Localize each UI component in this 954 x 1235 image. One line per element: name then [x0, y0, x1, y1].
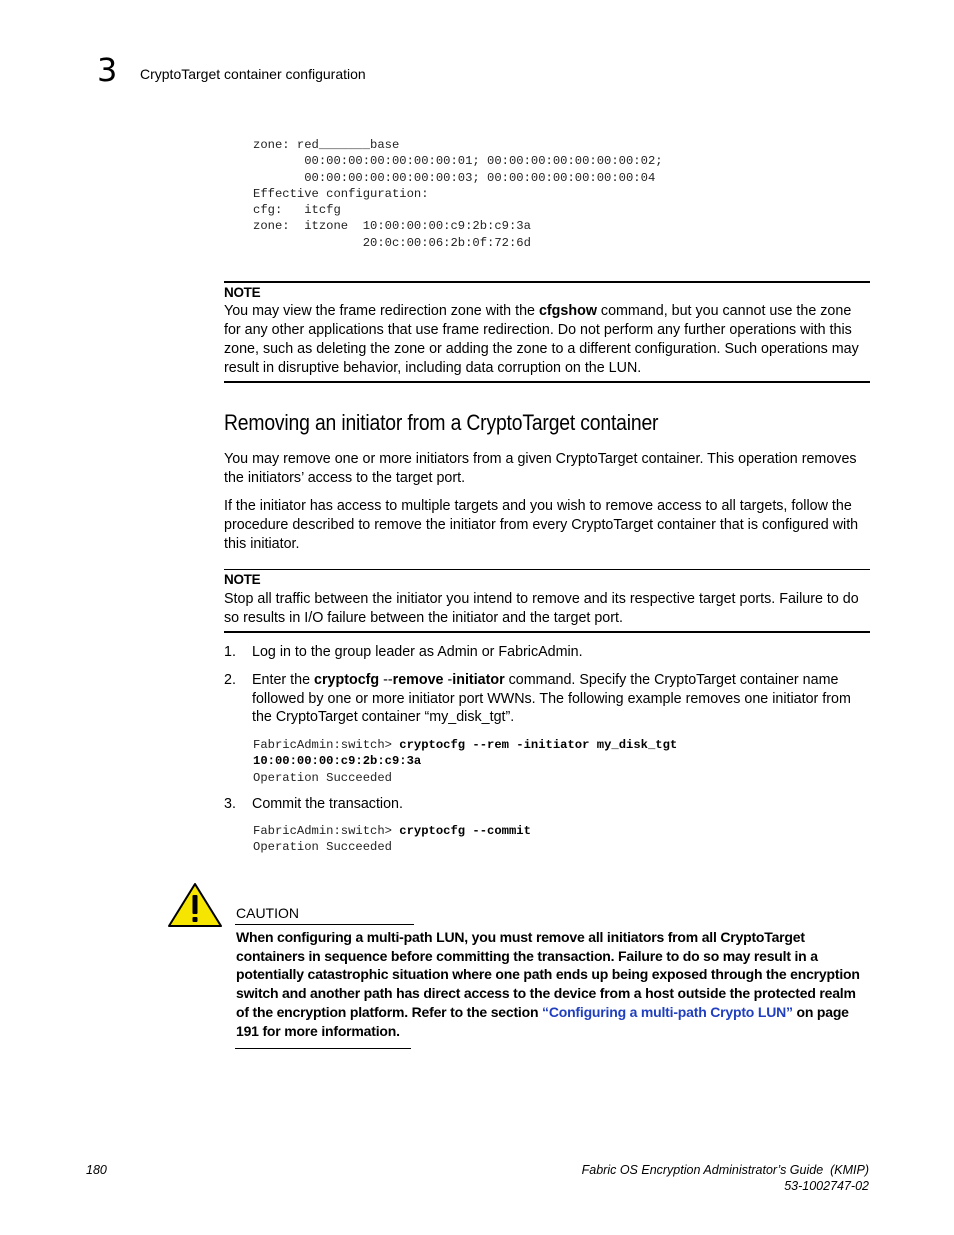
caution-bottom-rule [235, 1048, 411, 1049]
note-1-text-after: command, but you cannot use the zone for any other applications that use frame redirection. Do not perform any further operations with this zone, such as deleting the zone or adding the zone to a different configuration. Such operations may result in disruptive behavior, including data corruption on the LUN. [224, 303, 859, 376]
zone-code-block [253, 137, 663, 251]
step-3-number: 3. [224, 796, 236, 812]
code-line: cfg: itcfg [253, 203, 341, 218]
step-2-option-2-prefix: - [443, 672, 453, 688]
step-3-code-block [253, 823, 531, 856]
caution-text-body: When configuring a multi-path LUN, you must remove all initiators from all CryptoTarget containers in sequence before committing the transaction. Failure to do so may result in a potentially catastrophic situation where one path ends up being exposed through the encryption switch and another path has direct access to the device from a host outside the protected realm of the encryption platform. Refer to the section [236, 929, 860, 1020]
step-2-option-1-prefix: -- [379, 672, 393, 688]
step-2-text [252, 671, 872, 727]
section-paragraph-2: If the initiator has access to multiple targets and you wish to remove access to all targets, follow the procedure described to remove the initiator from every CryptoTarget container that is configured with this initiator. [224, 498, 859, 552]
note-2-text: Stop all traffic between the initiator you intend to remove and its respective target ports. Failure to do so results in I/O failure between the initiator and the target port. [224, 591, 859, 626]
note-1-label: NOTE [224, 285, 261, 300]
note-1-text [224, 302, 870, 378]
chapter-title: CryptoTarget container configuration [140, 66, 366, 82]
step-2-text-tail: command. Specify the CryptoTarget container name followed by one or more initiator port WWNs. The following example removes one initiator from the CryptoTarget container “my_disk_tgt”. [252, 672, 851, 726]
code-line: zone: red_______base [253, 138, 400, 152]
step-2-code-command-2: 10:00:00:00:c9:2b:c9:3a [253, 754, 422, 769]
caution-label-rule [235, 924, 414, 925]
code-line: zone: itzone 10:00:00:00:c9:2b:c9:3a [253, 219, 531, 234]
step-2-text-lead: Enter the [252, 672, 314, 688]
note-1-text-before: You may view the frame redirection zone with the [224, 303, 539, 319]
step-2-code-block [253, 737, 677, 786]
note-2-bottom-rule [224, 631, 870, 633]
caution-label: CAUTION [236, 905, 299, 921]
step-2-command: cryptocfg [314, 672, 380, 688]
step-1-number: 1. [224, 644, 236, 660]
code-line: Effective configuration: [253, 186, 429, 201]
caution-warning-icon [167, 882, 223, 928]
code-line: 00:00:00:00:00:00:00:01; 00:00:00:00:00:00:00:02; [253, 154, 663, 169]
step-2-code-result: Operation Succeeded [253, 770, 392, 785]
step-2-code-command-1: cryptocfg --rem -initiator my_disk_tgt [399, 738, 678, 752]
footer-page-number: 180 [86, 1163, 107, 1177]
step-2-option-remove: remove [392, 672, 444, 688]
step-3-code-result: Operation Succeeded [253, 840, 392, 855]
step-3-code-command: cryptocfg --commit [399, 824, 531, 838]
step-3-code-prompt: FabricAdmin:switch> [253, 824, 400, 838]
note-2-top-rule [224, 569, 870, 570]
footer-doc-title: Fabric OS Encryption Administrator’s Guide (KMIP) [581, 1163, 869, 1177]
step-3-text: Commit the transaction. [252, 796, 403, 812]
step-2-number: 2. [224, 672, 236, 688]
section-paragraph-1: You may remove one or more initiators from a given CryptoTarget container. This operation removes the initiators’ access to the target port. [224, 451, 857, 486]
step-2-option-initiator: initiator [452, 672, 505, 688]
note-1-bottom-rule [224, 381, 870, 383]
code-line: 00:00:00:00:00:00:00:03; 00:00:00:00:00:00:00:04 [253, 170, 656, 185]
step-2-code-prompt: FabricAdmin:switch> [253, 738, 400, 752]
caution-text [236, 928, 872, 1040]
code-line: 20:0c:00:06:2b:0f:72:6d [253, 235, 531, 250]
caution-text-tail: on page 191 for more information. [236, 1003, 849, 1039]
step-1-text: Log in to the group leader as Admin or FabricAdmin. [252, 644, 583, 660]
footer-doc-number: 53-1002747-02 [784, 1179, 869, 1193]
caution-cross-reference-link[interactable]: “Configuring a multi-path Crypto LUN” [542, 1003, 793, 1020]
note-2-label: NOTE [224, 572, 261, 587]
note-1-command: cfgshow [538, 303, 597, 319]
note-1-top-rule [224, 281, 870, 283]
section-heading: Removing an initiator from a CryptoTarget container [224, 410, 659, 435]
chapter-number: 3 [97, 51, 118, 89]
